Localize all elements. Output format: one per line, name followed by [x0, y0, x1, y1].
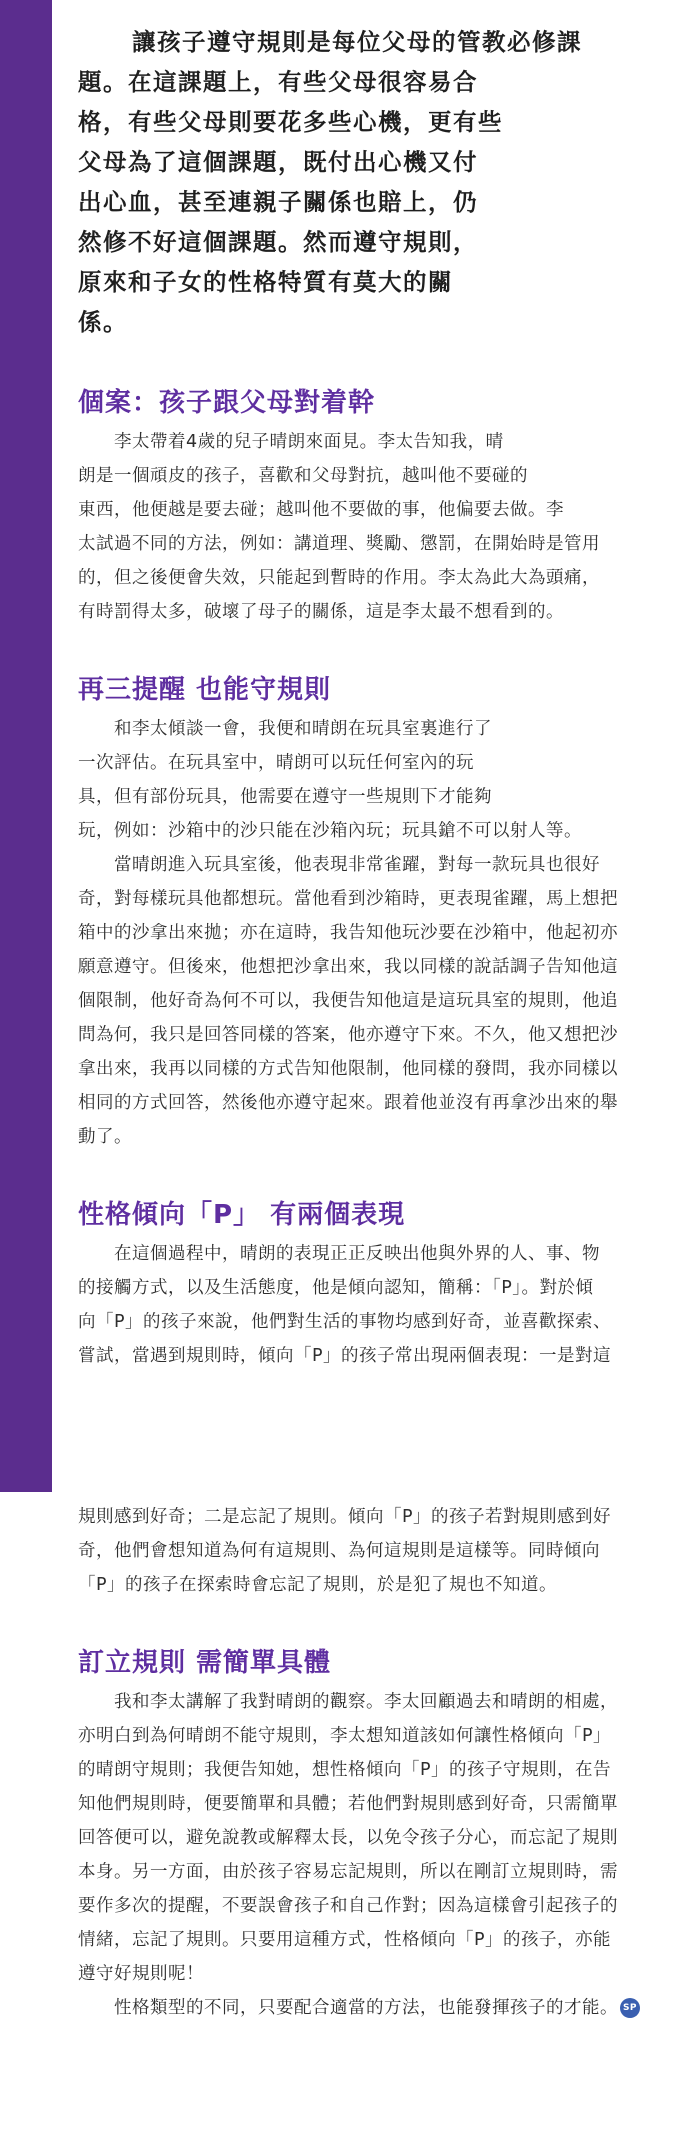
- article-upper: [78, 22, 686, 1373]
- section-heading-reminder: 再三提醒 也能守規則: [78, 675, 332, 705]
- section-body-p-type-continued: 規則感到好奇；二是忘記了規則。傾向「P」的孩子若對規則感到好 奇，他們會想知道為何有這規則、為何這規則是這樣等。同時傾向 「P」的孩子在探索時會忘記了規則，於是犯了規也不知道。: [78, 1507, 612, 1595]
- section-body-reminder: 和李太傾談一會，我便和晴朗在玩具室裏進行了 一次評估。在玩具室中，晴朗可以玩任何室內的玩 具，但有部份玩具，他需要在遵守一些規則下才能夠 玩，例如：沙箱中的沙只能在沙箱內玩；玩具鎗不可以射人等。 當晴朗進入玩具室後，他表現非常雀躍，對每一款玩具也很好 奇，對每樣玩具他都想玩。當他看到沙箱時，更表現雀躍，馬上想把 箱中的沙拿出來拋；亦在這時，我告知他玩沙要在沙箱中，他起初亦 願意遵守。但後來，他想把沙拿出來，我以同樣的說話調子告知他這 個限制，他好奇為何不可以，我便告知他這是這玩具室的規則，他追 問為何，我只是回答同樣的答案，他亦遵守下來。不久，他又想把沙 拿出來，我再以同樣的方式告知他限制，他同樣的發問，我亦同樣以 相同的方式回答，然後他亦遵守起來。跟着他並沒有再拿沙出來的舉 動了。: [78, 719, 618, 1147]
- section-body-case: 李太帶着4歲的兒子晴朗來面見。李太告知我，晴 朗是一個頑皮的孩子，喜歡和父母對抗，越叫他不要碰的 東西，他便越是要去碰；越叫他不要做的事，他偏要去做。李 太試過不同的方法，例如：講道理、獎勵、懲罰，在開始時是管用 的，但之後便會失效，只能起到暫時的作用。李太為此大為頭痛， 有時罰得太多，破壞了母子的關係，這是李太最不想看到的。: [78, 432, 600, 622]
- section-heading-rules: 訂立規則 需簡單具體: [78, 1648, 332, 1678]
- section-body-p-type: 在這個過程中，晴朗的表現正正反映出他與外界的人、事、物 的接觸方式，以及生活態度，他是傾向認知，簡稱：「P」。對於傾 向「P」的孩子來說，他們對生活的事物均感到好奇，並喜歡探索、 嘗試，當遇到規則時，傾向「P」的孩子常出現兩個表現：一是對這: [78, 1244, 612, 1366]
- section-heading-p-type: 性格傾向「P」 有兩個表現: [78, 1200, 406, 1230]
- section-heading-case: 個案：孩子跟父母對着幹: [78, 388, 376, 418]
- section-body-rules: 我和李太講解了我對晴朗的觀察。李太回顧過去和晴朗的相處， 亦明白到為何晴朗不能守規則，李太想知道該如何讓性格傾向「P」 的晴朗守規則；我便告知她，想性格傾向「P」的孩子守規則，在告 知他們規則時，便要簡單和具體；若他們對規則感到好奇，只需簡單 回答便可以，避免說教或解釋太長，以免令孩子分心，而忘記了規則 本身。另一方面，由於孩子容易忘記規則，所以在剛訂立規則時，需 要作多次的提醒，不要誤會孩子和自己作對；因為這樣會引起孩子的 情緒，忘記了規則。只要用這種方式，性格傾向「P」的孩子，亦能 遵守好規則呢！ 性格類型的不同，只要配合適當的方法，也能發揮孩子的才能。 SP: [78, 1685, 686, 2025]
- purple-sidebar: [0, 0, 52, 1492]
- sp-end-mark-icon: SP: [620, 1998, 640, 2018]
- article-lower: [78, 1500, 686, 2025]
- intro-paragraph: 讓孩子遵守規則是每位父母的管教必修課 題。在這課題上，有些父母很容易合 格，有些父母則要花多些心機，更有些 父母為了這個課題，既付出心機又付 出心血，甚至連親子關係也賠上，仍 然修不好這個課題。然而遵守規則， 原來和子女的性格特質有莫大的關 係。: [78, 28, 582, 336]
